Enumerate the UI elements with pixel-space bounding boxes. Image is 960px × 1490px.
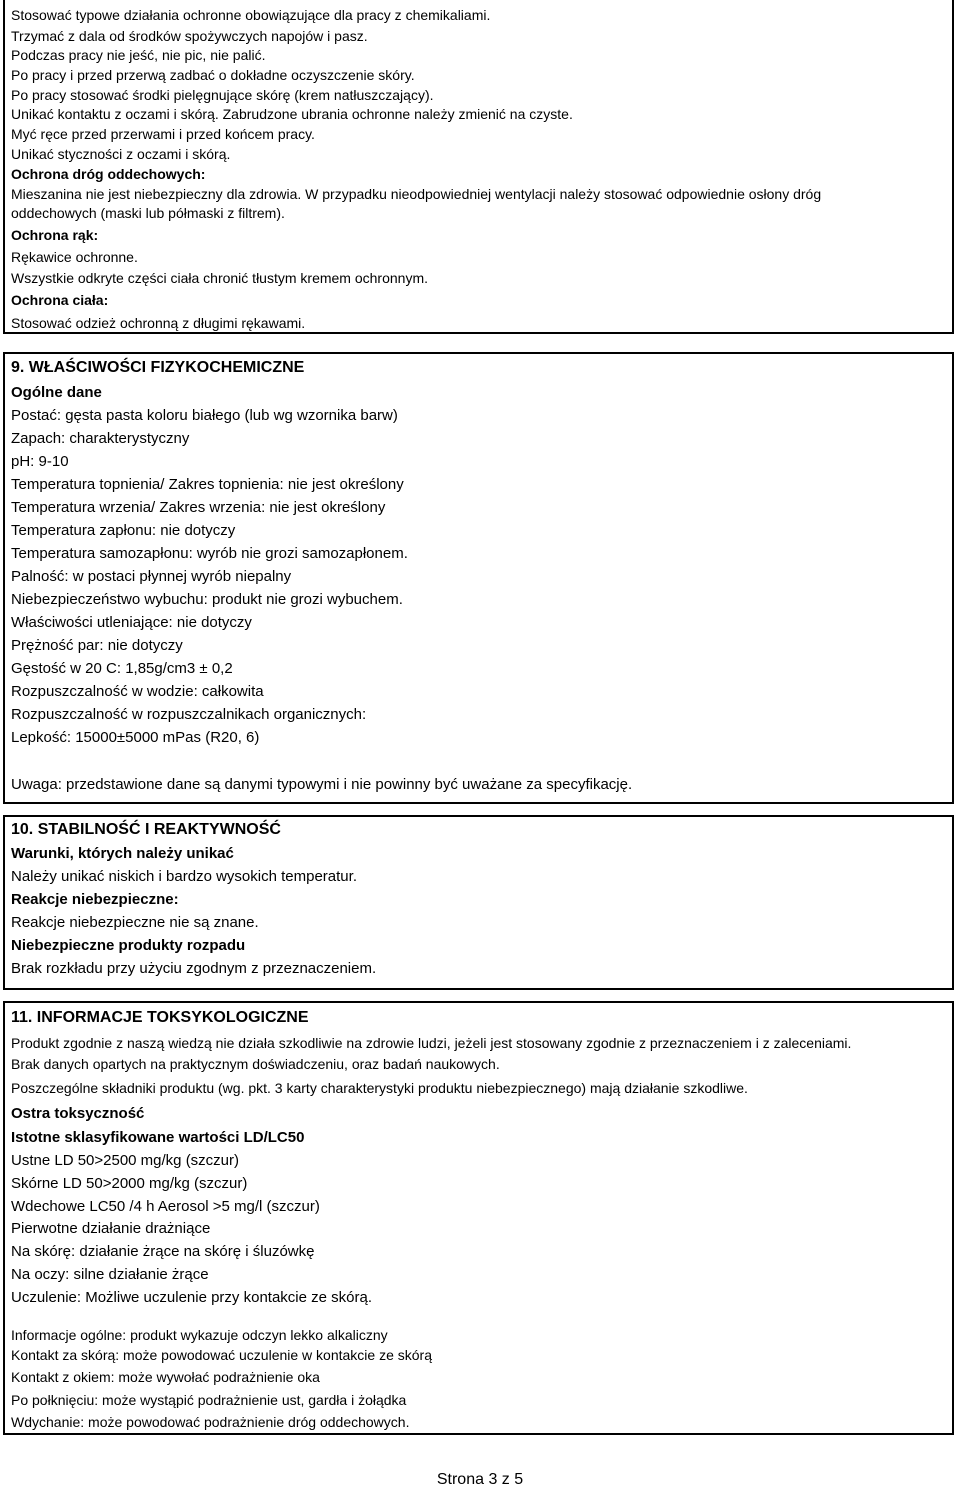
intro-line: Produkt zgodnie z naszą wiedzą nie działa szkodliwie na zdrowie ludzi, jeżeli jest stosowany zgodnie z przeznaczeniem i z zaleceniami. <box>11 1035 852 1051</box>
ld-line: Uczulenie: Możliwe uczulenie przy kontakcie ze skórą. <box>11 1289 372 1306</box>
section-11-box <box>3 1001 954 1435</box>
info-line: Kontakt z okiem: może wywołać podrażnienie oka <box>11 1369 320 1385</box>
text-line: Trzymać z dala od środków spożywczych napojów i pasz. <box>11 28 368 44</box>
text-line: Unikać kontaktu z oczami i skórą. Zabrudzone ubrania ochronne należy zmienić na czyste. <box>11 106 573 122</box>
text-line: Mieszanina nie jest niebezpieczny dla zdrowia. W przypadku nieodpowiedniej wentylacji należy stosować odpowiednie osłony dróg <box>11 186 822 202</box>
decomposition-heading: Niebezpieczne produkty rozpadu <box>11 937 246 954</box>
avoid-line: Należy unikać niskich i bardzo wysokich temperatur. <box>11 868 357 885</box>
property-line: Gęstość w 20 C: 1,85g/cm3 ± 0,2 <box>11 660 233 677</box>
property-line: Niebezpieczeństwo wybuchu: produkt nie grozi wybuchem. <box>11 591 403 608</box>
body-heading: Ochrona ciała: <box>11 292 109 308</box>
property-line: Temperatura wrzenia/ Zakres wrzenia: nie jest określony <box>11 499 386 516</box>
section-10-box <box>3 815 954 990</box>
text-line: Myć ręce przed przerwami i przed końcem pracy. <box>11 126 315 142</box>
section-8-box <box>3 0 954 334</box>
text-line: Unikać styczności z oczami i skórą. <box>11 146 231 162</box>
property-line: pH: 9-10 <box>11 453 69 470</box>
property-line: Palność: w postaci płynnej wyrób niepalny <box>11 568 292 585</box>
text-line: Po pracy i przed przerwą zadbać o dokładne oczyszczenie skóry. <box>11 67 415 83</box>
ld-heading: Istotne sklasyfikowane wartości LD/LC50 <box>11 1129 305 1146</box>
property-line: Temperatura topnienia/ Zakres topnienia: nie jest określony <box>11 476 404 493</box>
property-line: Postać: gęsta pasta koloru białego (lub wg wzornika barw) <box>11 407 398 424</box>
ld-line: Na oczy: silne działanie żrące <box>11 1266 209 1283</box>
ld-line: Pierwotne działanie drażniące <box>11 1220 211 1237</box>
text-line: Po pracy stosować środki pielęgnujące skórę (krem natłuszczający). <box>11 87 434 103</box>
page-number: Strona 3 z 5 <box>436 1471 524 1488</box>
section-10-title: 10. STABILNOŚĆ I REAKTYWNOŚĆ <box>11 821 281 838</box>
ld-line: Ustne LD 50>2500 mg/kg (szczur) <box>11 1152 240 1169</box>
property-line: Rozpuszczalność w wodzie: całkowita <box>11 683 264 700</box>
info-line: Kontakt za skórą: może powodować uczulenie w kontakcie ze skórą <box>11 1347 432 1363</box>
intro-line: Brak danych opartych na praktycznym doświadczeniu, oraz badań naukowych. <box>11 1056 500 1072</box>
section-11-title: 11. INFORMACJE TOKSYKOLOGICZNE <box>11 1009 309 1026</box>
intro-line: Poszczególne składniki produktu (wg. pkt. 3 karty charakterystyki produktu niebezpiecznego) mają działanie szkodliwe. <box>11 1080 748 1096</box>
section-9-subtitle: Ogólne dane <box>11 384 102 401</box>
property-line: Temperatura zapłonu: nie dotyczy <box>11 522 236 539</box>
avoid-heading: Warunki, których należy unikać <box>11 845 234 862</box>
property-line: Temperatura samozapłonu: wyrób nie grozi samozapłonem. <box>11 545 408 562</box>
text-line: Wszystkie odkryte części ciała chronić tłustym kremem ochronnym. <box>11 270 428 286</box>
section-9-note: Uwaga: przedstawione dane są danymi typowymi i nie powinny być uważane za specyfikację. <box>11 776 633 793</box>
text-line: Stosować typowe działania ochronne obowiązujące dla pracy z chemikaliami. <box>11 7 491 23</box>
ld-line: Na skórę: działanie żrące na skórę i śluzówkę <box>11 1243 315 1260</box>
section-9-box <box>3 352 954 804</box>
decomposition-line: Brak rozkładu przy użyciu zgodnym z przeznaczeniem. <box>11 960 377 977</box>
acute-toxicity-heading: Ostra toksyczność <box>11 1105 145 1122</box>
info-line: Informacje ogólne: produkt wykazuje odczyn lekko alkaliczny <box>11 1327 388 1343</box>
reactions-line: Reakcje niebezpieczne nie są znane. <box>11 914 259 931</box>
ld-line: Wdechowe LC50 /4 h Aerosol >5 mg/l (szczur) <box>11 1198 320 1215</box>
info-line: Wdychanie: może powodować podrażnienie dróg oddechowych. <box>11 1414 410 1430</box>
hands-heading: Ochrona rąk: <box>11 227 99 243</box>
text-line: Rękawice ochronne. <box>11 249 138 265</box>
property-line: Lepkość: 15000±5000 mPas (R20, 6) <box>11 729 260 746</box>
property-line: Prężność par: nie dotyczy <box>11 637 183 654</box>
text-line: Podczas pracy nie jeść, nie pic, nie palić. <box>11 47 266 63</box>
property-line: Rozpuszczalność w rozpuszczalnikach organicznych: <box>11 706 367 723</box>
reactions-heading: Reakcje niebezpieczne: <box>11 891 179 908</box>
info-line: Po połknięciu: może wystąpić podrażnienie ust, gardła i żołądka <box>11 1392 407 1408</box>
section-9-title: 9. WŁAŚCIWOŚCI FIZYKOCHEMICZNE <box>11 359 305 376</box>
text-line: oddechowych (maski lub półmaski z filtrem). <box>11 205 285 221</box>
text-line: Stosować odzież ochronną z długimi rękawami. <box>11 315 306 331</box>
respiratory-heading: Ochrona dróg oddechowych: <box>11 166 206 182</box>
ld-line: Skórne LD 50>2000 mg/kg (szczur) <box>11 1175 248 1192</box>
property-line: Właściwości utleniające: nie dotyczy <box>11 614 252 631</box>
property-line: Zapach: charakterystyczny <box>11 430 190 447</box>
